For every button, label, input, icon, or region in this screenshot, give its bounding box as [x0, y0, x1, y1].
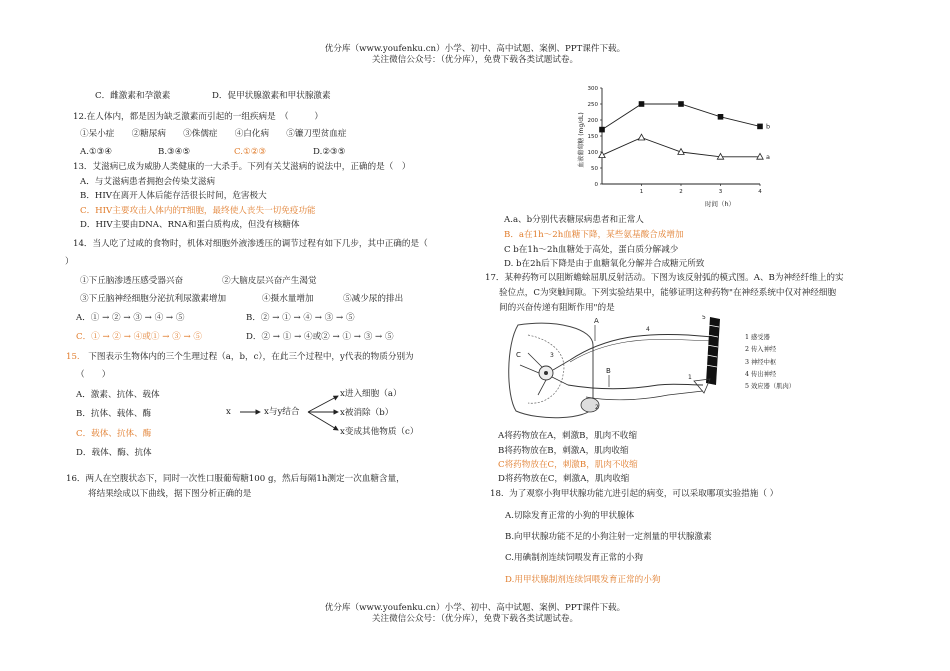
- q17-option-b: B将药物放在B，刺激A，肌肉收缩: [498, 446, 629, 456]
- q17-option-a: A将药物放在A，刺激B，肌肉不收缩: [498, 431, 638, 441]
- series-a-point: [638, 134, 644, 140]
- q12-stem: 12.在人体内，都是因为缺乏激素而引起的一组疾病是 （ ）: [73, 112, 323, 122]
- q16-option-c: C b在1h～2h血糖处于高处，蛋白质分解减少: [504, 245, 679, 255]
- q14-step-4: ④摄水量增加: [262, 294, 314, 304]
- q17-stem: 17．某种药物可以阻断蟾蜍屈肌反射活动。下图为该反射弧的模式图。A、B为神经纤维上的实: [485, 273, 844, 283]
- q13-option-a: A．与艾滋病患者拥抱会传染艾滋病: [80, 177, 216, 187]
- label-3: 3: [550, 352, 554, 359]
- q11-option-d: D．促甲状腺激素和甲状腺激素: [212, 91, 331, 101]
- reflex-arc-diagram: [498, 315, 748, 425]
- q16-option-b: B．a在1h～2h血糖下降，某些氨基酸合成增加: [504, 230, 684, 240]
- q14-option-b: B．② → ① → ④ → ③ → ⑤: [246, 313, 355, 323]
- legend-item-4: 4 传出神经: [745, 370, 777, 378]
- label-a: A: [594, 317, 599, 325]
- label-2: 2: [595, 404, 599, 411]
- series-b-point: [599, 127, 605, 133]
- label-b: B: [606, 367, 611, 375]
- q14-option-c: C．① → ② → ④或① → ③ → ⑤: [76, 332, 202, 342]
- legend-item-2: 2 传入神经: [745, 346, 777, 354]
- q15-stem-end: （ ）: [76, 370, 111, 380]
- q15-diagram-combine: x与y结合: [264, 407, 300, 417]
- q14-step-5: ⑤减少尿的排出: [343, 294, 404, 304]
- chart-axes: [588, 86, 763, 195]
- q15-stem-text: 下图表示生物体内的三个生理过程（a，b，c），在此三个过程中，y代表的物质分别为: [79, 352, 414, 362]
- q15-stem: [66, 352, 414, 363]
- q17-stem-3: 间的兴奋传递有阻断作用"的是: [499, 303, 615, 313]
- q11-option-c: C．雌激素和孕激素: [95, 91, 171, 101]
- q17-option-d: D将药物放在C，刺激A，肌肉收缩: [498, 474, 630, 484]
- chart-xlabel: 时间（h）: [704, 200, 736, 208]
- series-a-point: [757, 153, 763, 159]
- q15-option-d: D．载体、酶、抗体: [76, 448, 152, 458]
- q15-arrows: [230, 388, 345, 443]
- chart-y-tick-label: 0: [594, 182, 598, 188]
- legend-item-5: 5 效应器（肌肉）: [745, 383, 796, 391]
- q16-stem-2: 将结果绘成以下曲线，据下图分析正确的是: [88, 489, 252, 499]
- label-c: C: [516, 351, 521, 359]
- chart-marks: [599, 101, 770, 161]
- q15-option-a: A．激素、抗体、载体: [76, 390, 160, 400]
- q14-stem: 14．当人吃了过咸的食物时，机体对细胞外液渗透压的调节过程有如下几步，其中正确的是（: [73, 239, 428, 249]
- series-b-point: [757, 124, 763, 130]
- q18-option-c: C.用碘制剂连续饲喂发育正常的小狗: [505, 553, 643, 563]
- chart-ylabel: 血液葡萄糖 (mg/dL): [578, 112, 585, 168]
- footer-line-1: 优分库（www.youfenku.cn）小学、初中、高中试题、案例、PPT课件下载。: [324, 603, 626, 613]
- chart-x-tick-label: 3: [718, 189, 723, 195]
- q15-diagram-out-c: x变成其他物质（c）: [340, 427, 419, 437]
- series-b-label: b: [766, 122, 770, 131]
- chart-y-tick-label: 100: [587, 150, 598, 156]
- header-line-2: 关注微信公众号：（优分库），免费下载各类试题试卷。: [371, 55, 579, 65]
- q14-step-2: ②大脑皮层兴奋产生渴觉: [222, 276, 317, 286]
- chart-x-tick-label: 4: [758, 189, 762, 195]
- q12-option-d: D.②③⑤: [313, 147, 346, 157]
- q16-stem: 16．两人在空腹状态下，同时一次性口服葡萄糖100 g，然后每隔1h测定一次血糖含量，: [66, 474, 405, 484]
- legend-item-1: 1 感受器: [745, 334, 770, 341]
- q14-step-3: ③下丘脑神经细胞分泌抗利尿激素增加: [80, 294, 227, 304]
- label-4: 4: [646, 326, 650, 333]
- q18-option-d: D.用甲状腺制剂连续饲喂发育正常的小狗: [505, 575, 661, 585]
- q14-option-a: A．① → ② → ③ → ④ → ⑤: [76, 313, 185, 323]
- label-5: 5: [702, 315, 706, 321]
- q15-number: 15.: [66, 352, 80, 362]
- q18-number: 18.: [490, 489, 504, 499]
- q18-option-b: B.向甲状腺功能不足的小狗注射一定剂量的甲状腺激素: [505, 532, 712, 542]
- chart-x-tick-label: 1: [639, 189, 644, 195]
- header-line-1: 优分库（www.youfenku.cn）小学、初中、高中试题、案例、PPT课件下载。: [324, 44, 626, 54]
- q18-option-a: A.切除发育正常的小狗的甲状腺体: [505, 511, 635, 521]
- series-b-point: [718, 114, 724, 120]
- footer-line-2: 关注微信公众号：（优分库），免费下载各类试题试卷。: [371, 614, 579, 624]
- reflex-legend: [745, 332, 795, 393]
- series-b-point: [639, 101, 645, 107]
- q12-option-a: A.①③④: [80, 147, 113, 157]
- q14-option-d: D．② → ① → ④或② → ① → ③ → ⑤: [246, 332, 394, 342]
- q12-option-b: B.③④⑤: [158, 147, 191, 157]
- q14-stem-end: ）: [65, 257, 74, 267]
- q18-stem-text: 为了观察小狗甲状腺功能亢进引起的病变，可以采取哪项实验措施（ ）: [509, 489, 779, 499]
- q13-stem: 13．艾滋病已成为威胁人类健康的一大杀手。下列有关艾滋病的说法中，正确的是（ ）: [73, 162, 411, 172]
- q15-diagram-x: x: [226, 407, 231, 417]
- chart-y-tick-label: 50: [591, 166, 598, 172]
- q14-step-1: ①下丘脑渗透压感受器兴奋: [80, 276, 184, 286]
- arrow-to-a: [308, 396, 338, 412]
- q13-option-b: B．HIV在离开人体后能存活很长时间，危害极大: [80, 191, 267, 201]
- chart-y-tick-label: 150: [587, 134, 598, 140]
- q12-option-c: C.①②③: [234, 147, 267, 157]
- interneuron-nucleus: [544, 371, 548, 375]
- legend-item-3: 3 神经中枢: [745, 358, 777, 366]
- q18-stem: [490, 489, 778, 500]
- glucose-chart: [570, 80, 770, 210]
- q15-diagram-out-a: x进入细胞（a）: [340, 389, 402, 399]
- q15-diagram-out-b: x被消除（b）: [340, 408, 394, 418]
- q17-option-c: C将药物放在C，刺激B，肌肉不收缩: [498, 460, 638, 470]
- series-a-point: [599, 152, 605, 158]
- arrow-to-c: [308, 412, 338, 430]
- chart-y-tick-label: 200: [587, 118, 598, 124]
- q17-stem-2: 验位点，C为突触间隙。下列实验结果中，能够证明这种药物"在神经系统中仅对神经细胞: [499, 288, 837, 298]
- q15-option-c: C．载体、抗体、酶: [76, 429, 152, 439]
- q12-items: ①呆小症 ②糖尿病 ③侏儒症 ④白化病 ⑤镰刀型贫血症: [80, 129, 347, 139]
- label-1: 1: [688, 374, 692, 381]
- chart-y-tick-label: 300: [587, 86, 598, 92]
- q16-option-d: D. b在2h后下降是由于血糖氧化分解并合成糖元所致: [504, 259, 705, 269]
- chart-x-tick-label: 2: [679, 189, 683, 195]
- q16-option-a: A.a、b分别代表糖尿病患者和正常人: [504, 215, 644, 225]
- series-b-point: [678, 101, 684, 107]
- q13-option-d: D．HIV主要由DNA、RNA和蛋白质构成，但没有核糖体: [80, 220, 300, 230]
- chart-y-tick-label: 250: [587, 102, 598, 108]
- series-b-line: [602, 104, 760, 130]
- q15-option-b: B．抗体、载体、酶: [76, 409, 152, 419]
- q13-option-c: C．HIV主要攻击人体内的T细胞，最终使人丧失一切免疫功能: [80, 206, 316, 216]
- series-a-label: a: [766, 152, 770, 161]
